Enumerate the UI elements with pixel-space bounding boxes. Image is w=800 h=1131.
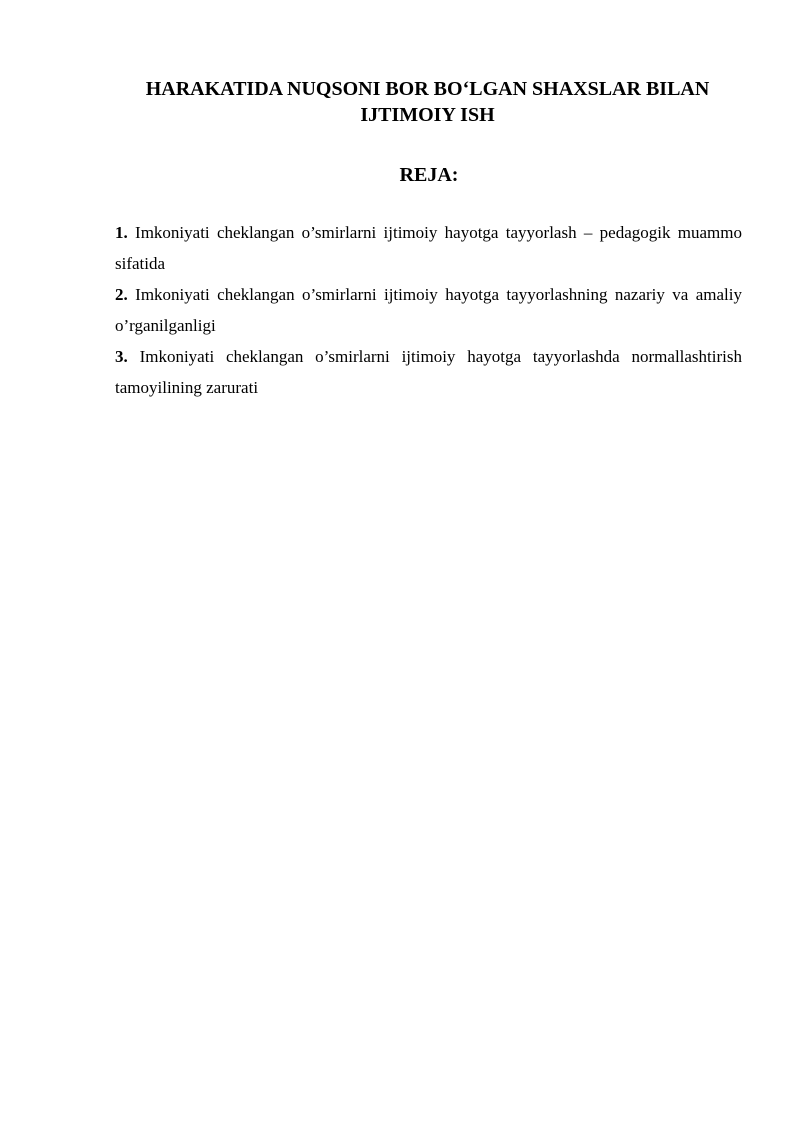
plan-item-3 xyxy=(115,341,742,403)
plan-item-text: Imkoniyati cheklangan o’smirlarni ijtimoiy hayotga tayyorlashda normallashtirish tamoyilining zarurati xyxy=(115,347,742,397)
plan-list xyxy=(115,217,742,403)
plan-item-number: 2. xyxy=(115,285,128,304)
plan-item-2 xyxy=(115,279,742,341)
plan-item-1 xyxy=(115,217,742,279)
plan-item-text: Imkoniyati cheklangan o’smirlarni ijtimoiy hayotga tayyorlash – pedagogik muammo sifatida xyxy=(115,223,742,273)
plan-heading: REJA: xyxy=(399,164,459,186)
plan-item-number: 3. xyxy=(115,347,128,366)
plan-item-text: Imkoniyati cheklangan o’smirlarni ijtimoiy hayotga tayyorlashning nazariy va amaliy o’rganilganligi xyxy=(115,285,742,335)
document-title: HARAKATIDA NUQSONI BOR BO‘LGAN SHAXSLAR BILAN IJTIMOIY ISH xyxy=(145,78,710,126)
plan-item-number: 1. xyxy=(115,223,128,242)
